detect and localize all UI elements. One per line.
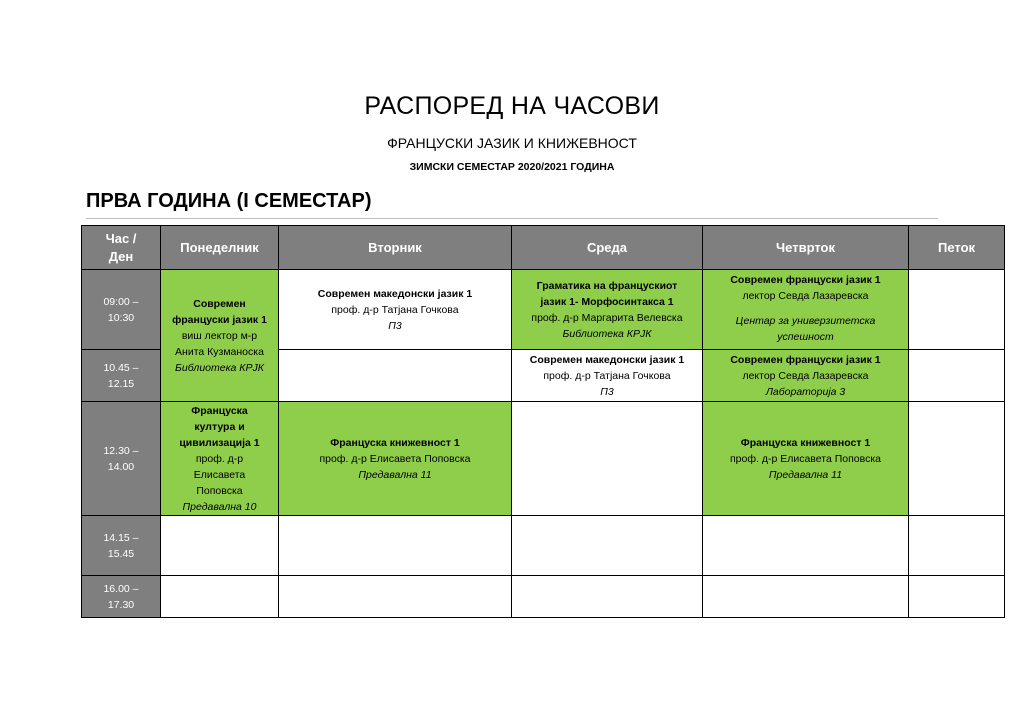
corner-line: Ден [108,248,134,264]
heading-divider [86,218,938,219]
table-row [82,576,1005,618]
table-header-row [82,226,1005,270]
course-title: Современ македонски јазик 1 [317,287,473,300]
course-teacher: проф. д-р Елисавета Поповска [319,452,471,465]
corner-header [82,226,161,270]
time-end: 17.30 [107,598,135,611]
day-header-wednesday: Среда [512,226,703,270]
time-slot [82,576,161,618]
course-teacher: лектор Севда Лазаревска [742,290,869,302]
table-row [82,402,1005,516]
course-teacher: виш лектор м-р [181,329,258,342]
course-title: култура и [194,420,245,433]
course-cell [161,402,279,516]
time-slot [82,402,161,516]
table-row [82,516,1005,576]
empty-cell [161,516,279,576]
course-title: Француска [191,404,248,417]
empty-cell [909,516,1005,576]
course-title: Современ македонски јазик 1 [529,353,685,366]
course-room: успешност [777,331,834,343]
course-cell [703,350,909,402]
table-row [82,270,1005,350]
course-cell [703,270,909,350]
day-header-friday: Петок [909,226,1005,270]
course-title: Современ француски јазик 1 [730,274,881,286]
time-start: 09:00 – [103,295,139,308]
empty-cell [703,516,909,576]
course-cell [279,402,512,516]
course-teacher: проф. д-р Татјана Гочкова [331,303,459,316]
empty-cell [909,402,1005,516]
course-teacher: проф. д-р Татјана Гочкова [543,369,671,382]
time-slot [82,350,161,402]
time-end: 12.15 [107,377,135,390]
empty-cell [909,350,1005,402]
course-teacher: проф. д-р Елисавета Поповска [730,452,881,465]
year-heading: ПРВА ГОДИНА (I СЕМЕСТАР) [86,190,372,212]
course-teacher: лектор Севда Лазаревска [742,369,869,382]
program-subtitle: ФРАНЦУСКИ ЈАЗИК И КНИЖЕВНОСТ [387,135,637,151]
course-teacher: Анита Кузманоска [175,345,264,358]
empty-cell [512,516,703,576]
course-cell [512,270,703,350]
empty-cell [161,576,279,618]
course-room: Предавална 11 [358,468,432,481]
time-end: 10:30 [107,311,135,324]
time-end: 15.45 [107,547,135,560]
course-title: цивилизација 1 [179,436,260,449]
semester-label: ЗИМСКИ СЕМЕСТАР 2020/2021 ГОДИНА [409,161,615,173]
time-start: 12.30 – [103,444,139,457]
empty-cell [512,576,703,618]
page-title: РАСПОРЕД НА ЧАСОВИ [364,92,660,120]
time-end: 14.00 [107,460,135,473]
course-title: Современ француски јазик 1 [730,353,881,366]
course-room: Лабораторија 3 [765,385,846,398]
course-room: Библиотека КРЈК [175,361,264,374]
course-teacher: проф. д-р Маргарита Велевска [531,311,683,324]
course-room: Центар за универзитетска [735,315,876,327]
course-title: Современ француски јазик 1 [172,297,267,326]
day-header-tuesday: Вторник [279,226,512,270]
course-title: Француска книжевност 1 [330,436,460,449]
course-cell [512,350,703,402]
day-header-monday: Понеделник [161,226,279,270]
course-title: јазик 1- Морфосинтакса 1 [540,295,674,308]
time-slot [82,516,161,576]
time-start: 14.15 – [103,531,139,544]
time-start: 16.00 – [103,582,139,595]
empty-cell [279,576,512,618]
course-room: Предавална 10 [182,500,257,513]
corner-line: Час / [105,230,137,246]
course-teacher: Елисавета [193,468,246,481]
empty-cell [512,402,703,516]
cell-spacer [706,304,905,313]
course-room: Предавална 11 [768,468,843,481]
time-slot [82,270,161,350]
empty-cell [279,350,512,402]
empty-cell [279,516,512,576]
day-header-thursday: Четврток [703,226,909,270]
course-room: П3 [388,319,402,332]
course-room: П3 [600,385,614,398]
course-room: Библиотека КРЈК [562,327,652,340]
empty-cell [909,576,1005,618]
course-cell [161,270,279,402]
course-cell [279,270,512,350]
course-teacher: проф. д-р [195,452,244,465]
course-teacher: Поповска [196,484,243,497]
schedule-table [81,225,1005,618]
course-cell [703,402,909,516]
course-title: Граматика на францускиот [536,279,678,292]
time-start: 10.45 – [103,361,139,374]
course-title: Француска книжевност 1 [740,436,871,449]
empty-cell [703,576,909,618]
empty-cell [909,270,1005,350]
